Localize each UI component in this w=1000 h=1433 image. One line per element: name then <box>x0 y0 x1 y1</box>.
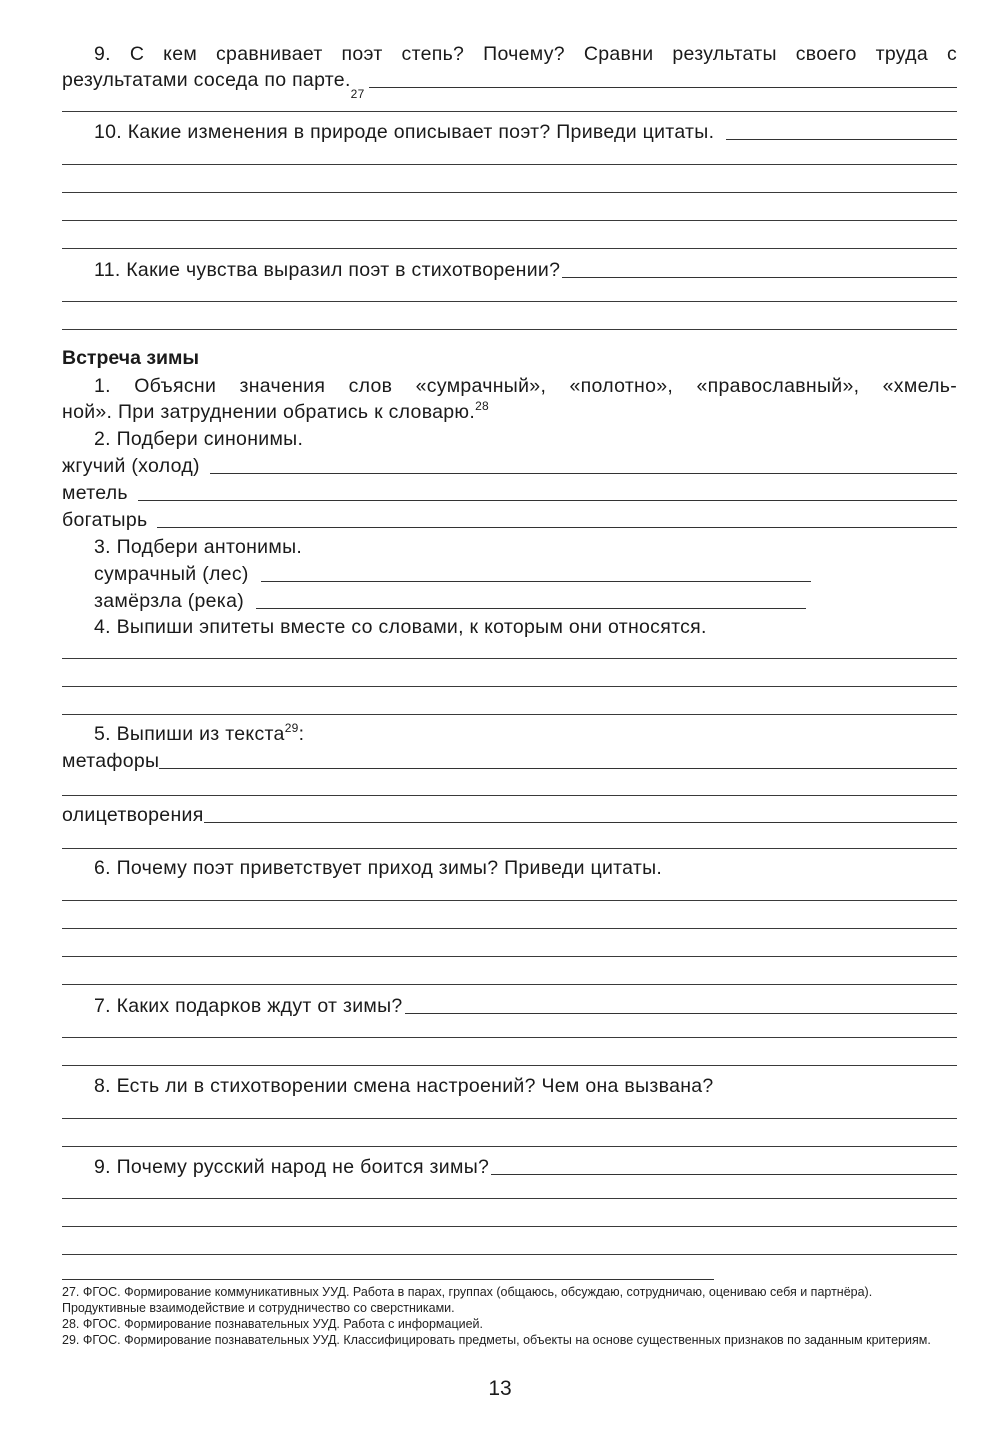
section-heading: Встреча зимы <box>62 347 200 369</box>
synonym-row <box>62 480 957 507</box>
task-1-line-1: 1. Объясни значения слов «сумрачный», «полотно», «православный», «хмель- <box>94 375 957 397</box>
footnote-28: 28. ФГОС. Формирование познавательных УУД. Работа с информацией. <box>62 1317 483 1331</box>
answer-line[interactable] <box>405 1013 957 1014</box>
answer-line[interactable] <box>62 329 957 330</box>
task-5-text: 5. Выпиши из текста <box>94 723 285 745</box>
answer-line[interactable] <box>62 848 957 849</box>
synonym-word: жгучий (холод) <box>62 455 200 477</box>
question-11-text: 11. Какие чувства выразил поэт в стихотворении? <box>94 259 561 281</box>
footnote-ref-29: 29 <box>284 721 299 735</box>
answer-line[interactable] <box>261 581 811 582</box>
answer-line[interactable] <box>62 900 957 901</box>
answer-line[interactable] <box>62 1146 957 1147</box>
answer-line[interactable] <box>157 527 957 528</box>
task-6: 6. Почему поэт приветствует приход зимы? Приведи цитаты. <box>94 857 663 879</box>
term-row <box>62 802 957 829</box>
answer-line[interactable] <box>62 956 957 957</box>
antonym-word: замёрзла (река) <box>94 590 245 612</box>
footnote-29: 29. ФГОС. Формирование познавательных УУД. Классифицировать предметы, объекты на основе существенных признаков по заданным критериям. <box>62 1333 931 1347</box>
synonym-word: метель <box>62 482 128 504</box>
term-label: олицетворения <box>62 804 204 826</box>
question-10 <box>94 119 957 146</box>
question-9-line-1: 9. С кем сравнивает поэт степь? Почему? Сравни результаты своего труда с <box>94 43 957 65</box>
task-3: 3. Подбери антонимы. <box>94 536 303 558</box>
answer-line[interactable] <box>62 1065 957 1066</box>
answer-line[interactable] <box>62 1226 957 1227</box>
answer-line[interactable] <box>204 822 957 823</box>
page-number: 13 <box>488 1377 512 1400</box>
antonym-word: сумрачный (лес) <box>94 563 249 585</box>
answer-line[interactable] <box>491 1174 957 1175</box>
term-label: метафоры <box>62 750 160 772</box>
answer-line[interactable] <box>62 220 957 221</box>
answer-line[interactable] <box>62 928 957 929</box>
antonym-row <box>94 561 811 588</box>
task-5-colon: : <box>298 723 305 745</box>
task-7 <box>94 993 957 1020</box>
footnote-divider <box>62 1279 714 1280</box>
answer-line[interactable] <box>62 984 957 985</box>
answer-line[interactable] <box>62 301 957 302</box>
question-9-text: результатами соседа по парте. <box>62 69 351 91</box>
answer-line[interactable] <box>562 277 957 278</box>
task-9 <box>94 1154 957 1181</box>
answer-line[interactable] <box>62 1118 957 1119</box>
answer-line[interactable] <box>62 795 957 796</box>
answer-line[interactable] <box>62 192 957 193</box>
footnote-27: 27. ФГОС. Формирование коммуникативных УУД. Работа в парах, группах (общаюсь, обсуждаю, сотрудничаю, оцениваю себя и партнёра). Продуктивные взаимодействие и сотрудничество со сверстниками. <box>62 1285 873 1315</box>
task-1-line-2 <box>62 399 489 426</box>
answer-line[interactable] <box>256 608 806 609</box>
term-row <box>62 748 957 775</box>
synonym-word: богатырь <box>62 509 148 531</box>
task-7-text: 7. Каких подарков ждут от зимы? <box>94 995 403 1017</box>
task-9-text: 9. Почему русский народ не боится зимы? <box>94 1156 490 1178</box>
synonym-row <box>62 453 957 480</box>
answer-line[interactable] <box>138 500 957 501</box>
answer-line[interactable] <box>62 1198 957 1199</box>
task-1-text: ной». При затруднении обратись к словарю. <box>62 401 476 423</box>
answer-line[interactable] <box>62 686 957 687</box>
answer-line[interactable] <box>210 473 957 474</box>
answer-line[interactable] <box>62 714 957 715</box>
answer-line[interactable] <box>62 1254 957 1255</box>
antonym-row <box>94 588 806 615</box>
answer-line[interactable] <box>159 768 957 769</box>
footnote-ref-28: 28 <box>475 399 490 413</box>
answer-line[interactable] <box>369 87 957 88</box>
question-11 <box>94 257 957 284</box>
task-2: 2. Подбери синонимы. <box>94 428 304 450</box>
task-5 <box>94 721 304 748</box>
task-8: 8. Есть ли в стихотворении смена настроений? Чем она вызвана? <box>94 1075 714 1097</box>
answer-line[interactable] <box>726 139 957 140</box>
answer-line[interactable] <box>62 658 957 659</box>
answer-line[interactable] <box>62 248 957 249</box>
synonym-row <box>62 507 957 534</box>
answer-line[interactable] <box>62 111 957 112</box>
task-4: 4. Выпиши эпитеты вместе со словами, к которым они относятся. <box>94 616 707 638</box>
question-9-line-2: результатами соседа по парте. 27 <box>62 67 957 94</box>
answer-line[interactable] <box>62 164 957 165</box>
answer-line[interactable] <box>62 1037 957 1038</box>
question-10-text: 10. Какие изменения в природе описывает поэт? Приведи цитаты. <box>94 121 715 143</box>
